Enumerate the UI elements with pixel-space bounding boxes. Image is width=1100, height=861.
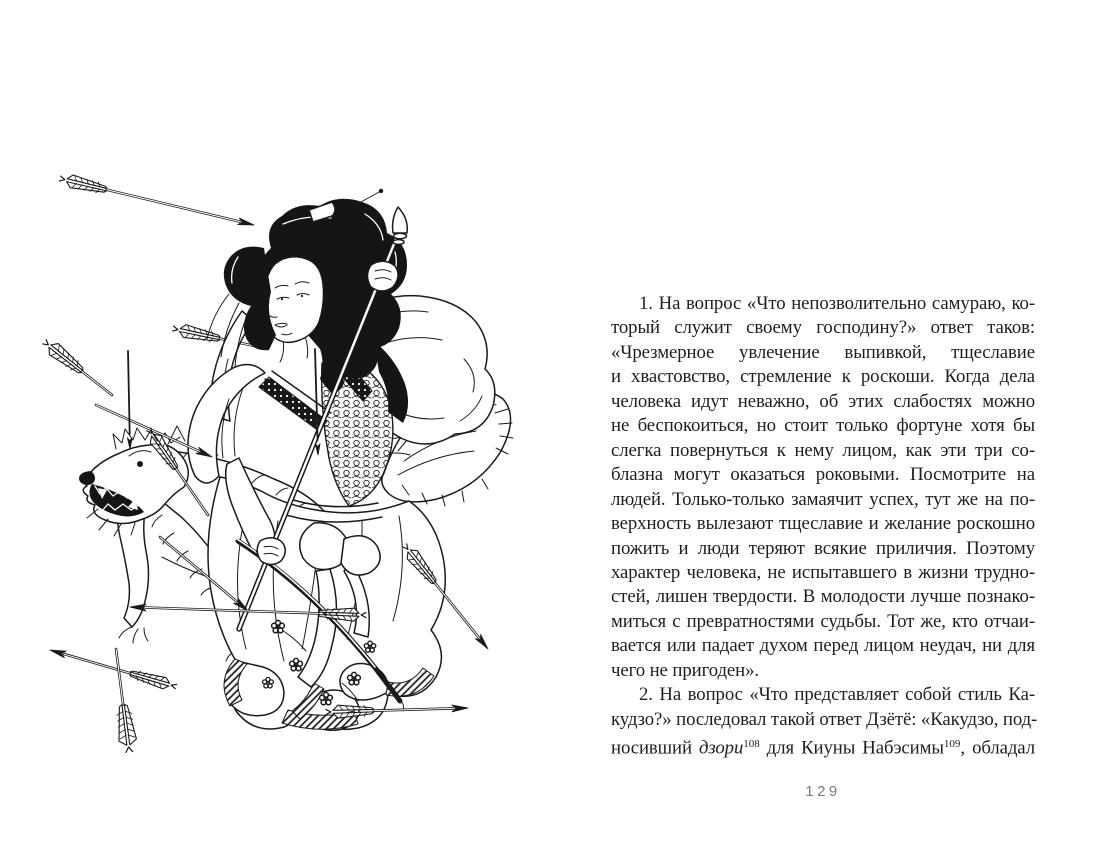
text-line xyxy=(611,341,1035,365)
text-line xyxy=(611,708,1038,732)
text-segment: «Чрезмерное увлечение выпивкой, тщеславие xyxy=(611,341,1035,363)
text-line xyxy=(611,390,1035,414)
text-line xyxy=(611,561,1035,585)
text-segment: блазна могут оказаться роковыми. Посмотрите на xyxy=(611,464,1035,486)
arrow xyxy=(116,649,136,752)
arrow xyxy=(50,650,177,689)
text-segment: дзори xyxy=(698,737,744,759)
text-line xyxy=(611,537,1035,561)
text-segment: стей, лишен твердости. В молодости лучше познако- xyxy=(611,586,1035,608)
text-segment: кудзо?» последовал такой ответ Дзётё: «Какудзо, под- xyxy=(611,708,1038,730)
text-segment: людей. Только-только замаячит успех, тут же на по- xyxy=(611,488,1035,510)
text-line xyxy=(611,732,1035,761)
text-segment: слегка повернуться к нему лицом, как эти три со- xyxy=(611,439,1035,461)
footnote-marker: 109 xyxy=(943,738,961,751)
text-segment: характер человека, не испытавшего в жизни трудно- xyxy=(611,561,1035,583)
text-line xyxy=(611,292,1035,316)
text-segment: человека идут неважно, об этих слабостях можно xyxy=(611,390,1035,412)
text-segment: пожить и люди теряют всякие приличия. Поэтому xyxy=(611,537,1035,559)
text-segment: носивший xyxy=(611,737,699,759)
text-line xyxy=(611,512,1035,536)
text-segment: вается или падает духом перед лицом неудач, ни для xyxy=(611,635,1035,657)
text-line xyxy=(611,316,1035,340)
text-line xyxy=(611,463,1035,487)
footnote-marker: 108 xyxy=(743,738,760,751)
text-segment: миться с превратностями судьбы. Тот же, кто отчаи- xyxy=(611,610,1035,632)
text-segment: 1. На вопрос «Что непозволительно самураю, ко- xyxy=(639,293,1035,314)
arrow xyxy=(127,351,132,449)
text-segment: для Киуны Набэсимы xyxy=(759,737,944,759)
ukiyoe-figure-drawing xyxy=(32,158,537,788)
text-line xyxy=(611,488,1035,512)
page-number: 129 xyxy=(805,783,841,800)
text-segment: и хвастовство, стремление к роскоши. Когда дела xyxy=(611,366,1035,388)
text-line xyxy=(611,659,1035,683)
text-line xyxy=(611,365,1035,389)
text-line xyxy=(611,634,1035,658)
text-segment: не беспокоиться, но стоит только фортуне хотя бы xyxy=(611,415,1035,437)
text-line xyxy=(611,585,1035,609)
woodcut-illustration xyxy=(32,158,537,788)
body-text xyxy=(611,292,1038,761)
arrow xyxy=(59,175,254,225)
text-segment: 2. На вопрос «Что представляет собой стиль Ка- xyxy=(639,684,1035,706)
text-segment: чего не пригоден». xyxy=(611,659,759,681)
text-segment: верхность вылезают тщеславие и желание роскошно xyxy=(611,513,1035,535)
text-segment: торый служит своему господину?» ответ таков: xyxy=(611,317,1035,339)
text-segment: , обладал xyxy=(960,737,1035,759)
text-line xyxy=(611,683,1035,707)
arrow xyxy=(43,340,112,395)
text-line xyxy=(611,439,1035,463)
text-line xyxy=(611,610,1035,634)
text-line xyxy=(611,414,1035,438)
